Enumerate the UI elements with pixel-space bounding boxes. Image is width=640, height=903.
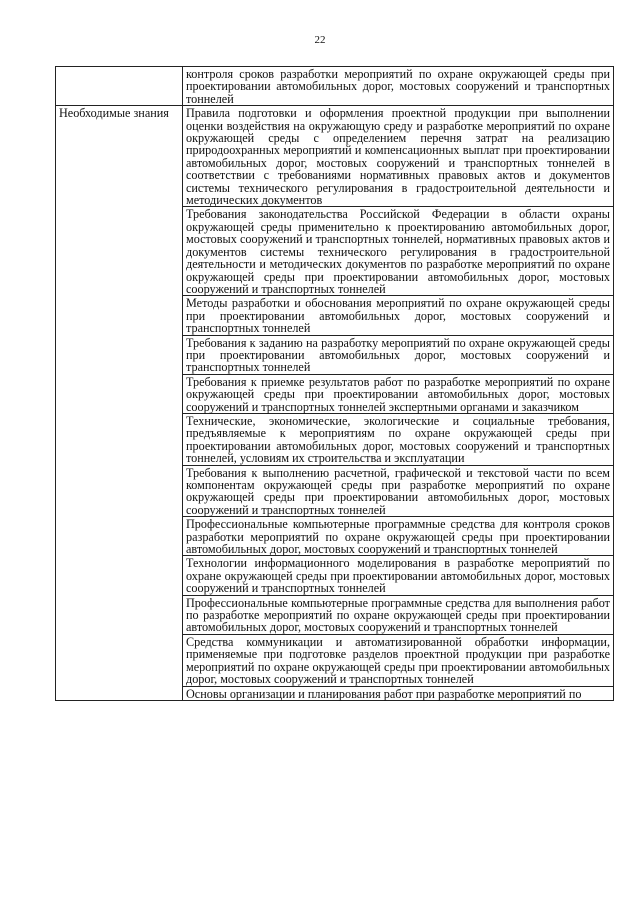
knowledge-item: Технологии информационного моделирования в разработке мероприятий по охране окружающей среды при проектировании автомобильных дорог, мостовых сооружений и транспортных тоннелей <box>183 556 614 595</box>
knowledge-item: Технические, экономические, экологические и социальные требования, предъявляемые к мероприятиям по охране окружающей среды при проектировании автомобильных дорог, мостовых сооружений и транспортных тоннелей, условиям их строительства и эксплуатации <box>183 413 614 465</box>
requirements-table <box>55 66 614 701</box>
knowledge-item: Профессиональные компьютерные программные средства для контроля сроков разработки мероприятий по охране окружающей среды при проектировании автомобильных дорог, мостовых сооружений и транспортных тоннелей <box>183 517 614 556</box>
knowledge-item: Основы организации и планирования работ при разработке мероприятий по <box>183 686 614 700</box>
label-necessary-knowledge: Необходимые знания <box>59 106 169 121</box>
knowledge-item: Методы разработки и обоснования мероприятий по охране окружающей среды при проектировании автомобильных дорог, мостовых сооружений и транспортных тоннелей <box>183 296 614 335</box>
label-cell <box>56 106 183 701</box>
knowledge-item: Требования к приемке результатов работ по разработке мероприятий по охране окружающей среды при проектировании автомобильных дорог, мостовых сооружений и транспортных тоннелей экспертными органами и заказчиком <box>183 374 614 413</box>
knowledge-item: Средства коммуникации и автоматизированной обработки информации, применяемые при подготовке разделов проектной продукции при разработке мероприятий по охране окружающей среды при проектировании автомобильных дорог, мостовых сооружений и транспортных тоннелей <box>183 634 614 686</box>
empty-label-cell <box>56 67 183 106</box>
continued-text-cell: контроля сроков разработки мероприятий по охране окружающей среды при проектировании автомобильных дорог, мостовых сооружений и транспортных тоннелей <box>183 67 614 106</box>
table-row <box>56 67 614 106</box>
knowledge-item: Требования законодательства Российской Федерации в области охраны окружающей среды применительно к проектированию автомобильных дорог, мостовых сооружений и транспортных тоннелей, нормативных правовых актов и документов системы технического регулирования в градостроительной деятельности и методических документов по разработке мероприятий по охране окружающей среды при проектировании автомобильных дорог, мостовых сооружений и транспортных тоннелей <box>183 207 614 296</box>
knowledge-item: Профессиональные компьютерные программные средства для выполнения работ по разработке мероприятий по охране окружающей среды при проектировании автомобильных дорог, мостовых сооружений и транспортных тоннелей <box>183 595 614 634</box>
page-number: 22 <box>314 34 326 46</box>
knowledge-item: Требования к выполнению расчетной, графической и текстовой части по всем компонентам окружающей среды при разработке мероприятий по охране окружающей среды при проектировании автомобильных дорог, мостовых сооружений и транспортных тоннелей <box>183 465 614 517</box>
knowledge-item: Требования к заданию на разработку мероприятий по охране окружающей среды при проектировании автомобильных дорог, мостовых сооружений и транспортных тоннелей <box>183 335 614 374</box>
knowledge-item: Правила подготовки и оформления проектной продукции при выполнении оценки воздействия на окружающую среду и разработке мероприятий по охране окружающей среды с определением перечня затрат на реализацию природоохранных мероприятий и компенсационных выплат при проектировании автомобильных дорог, мостовых сооружений и транспортных тоннелей в соответствии с требованиями нормативных правовых актов и документов системы технического регулирования в градостроительной деятельности и методических документов <box>183 106 614 207</box>
table-row <box>56 106 614 207</box>
